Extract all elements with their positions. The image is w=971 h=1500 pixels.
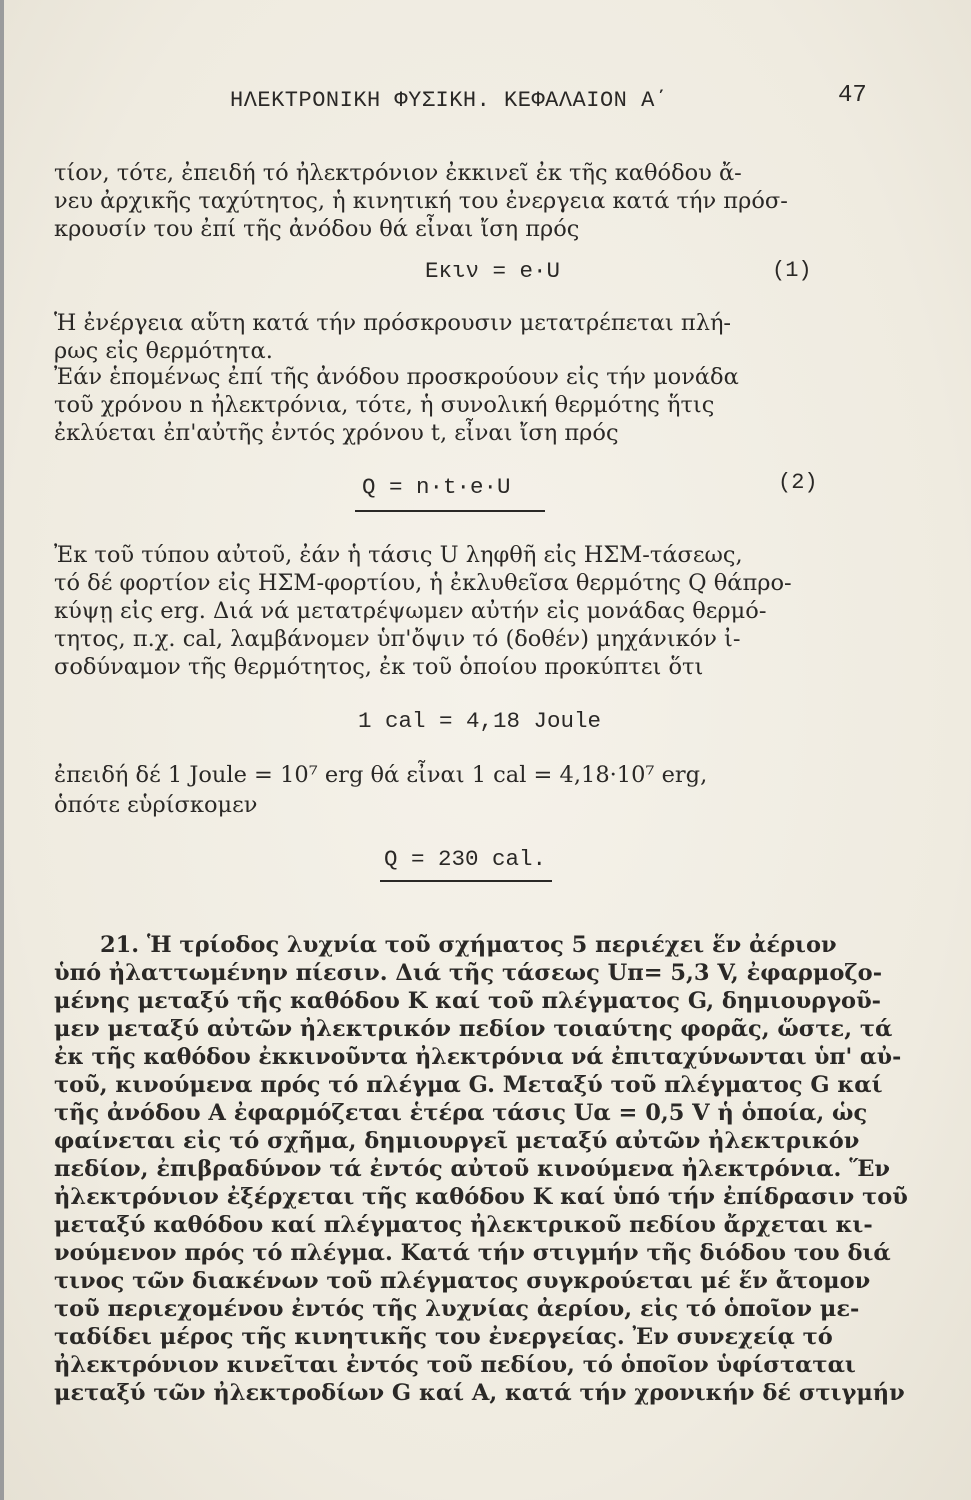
running-title: ΗΛΕΚΤΡΟΝΙΚΗ ΦΥΣΙΚΗ. ΚΕΦΑΛΑΙΟΝ Α΄ — [230, 88, 669, 113]
text-line: ὁπότε εὑρίσκομεν — [54, 792, 258, 818]
equation-4-underline — [380, 880, 552, 882]
equation-2-number: (2) — [778, 470, 818, 495]
text-line: τίον, τότε, ἐπειδή τό ἠλεκτρόνιον ἐκκινεῖ ἐκ τῆς καθόδου ἄ- — [54, 160, 742, 186]
equation-1: Eκιν = e·U — [425, 258, 561, 284]
text-line: ἐκλύεται ἐπ'αὐτῆς ἐντός χρόνου t, εἶναι ἴση πρός — [54, 420, 619, 446]
equation-1-number: (1) — [772, 258, 812, 283]
text-line: τό δέ φορτίον εἰς ΗΣΜ-φορτίου, ἡ ἐκλυθεῖσα θερμότης Q θάπρο- — [54, 570, 792, 596]
text-line: σοδύναμον τῆς θερμότητος, ἐκ τοῦ ὁποίου προκύπτει ὅτι — [54, 654, 704, 680]
text-line: Ἡ ἐνέργεια αὕτη κατά τήν πρόσκρουσιν μετατρέπεται πλή- — [54, 310, 732, 336]
equation-3: 1 cal = 4,18 Joule — [358, 708, 602, 734]
text-line: τοῦ χρόνου n ἠλεκτρόνια, τότε, ἡ συνολική θερμότης ἥτις — [54, 392, 715, 418]
problem-21-line: ἐκ τῆς καθόδου ἐκκινοῦντα ἠλεκτρόνια νά ἐπιταχύνωνται ὑπ' αὐ- — [54, 1044, 902, 1070]
problem-21-line: τινος τῶν διακένων τοῦ πλέγματος συγκρούεται μέ ἕν ἄτομον — [54, 1268, 871, 1294]
problem-21-line: ἠλεκτρόνιον ἐξέρχεται τῆς καθόδου Κ καί ὑπό τήν ἐπίδρασιν τοῦ — [54, 1184, 908, 1210]
problem-21-line: τοῦ περιεχομένου ἐντός τῆς λυχνίας ἀερίου, εἰς τό ὁποῖον με- — [54, 1296, 860, 1322]
page-edge — [0, 0, 4, 1500]
text-line: Ἐάν ἑπομένως ἐπί τῆς ἀνόδου προσκρούουν εἰς τήν μονάδα — [54, 364, 739, 390]
equation-2: Q = n·t·e·U — [362, 474, 511, 500]
problem-21-line: ταδίδει μέρος τῆς κινητικῆς του ἐνεργείας. Ἐν συνεχείᾳ τό — [54, 1324, 833, 1350]
problem-21-line: μεταξύ τῶν ἠλεκτροδίων G καί Α, κατά τήν χρονικήν δέ στιγμήν — [54, 1380, 905, 1406]
text-line: ρως εἰς θερμότητα. — [54, 338, 273, 364]
problem-21-line: πεδίον, ἐπιβραδύνον τά ἐντός αὐτοῦ κινούμενα ἠλεκτρόνια. Ἕν — [54, 1156, 890, 1182]
text-line: ἐπειδή δέ 1 Joule = 10⁷ erg θά εἶναι 1 cal = 4,18·10⁷ erg, — [54, 762, 708, 788]
page-number: 47 — [838, 82, 867, 109]
text-line: τητος, π.χ. cal, λαμβάνομεν ὑπ'ὄψιν τό (δοθέν) μηχάνικόν ἰ- — [54, 626, 741, 652]
equation-4: Q = 230 cal. — [384, 846, 547, 872]
problem-21-line: τοῦ, κινούμενα πρός τό πλέγμα G. Μεταξύ τοῦ πλέγματος G καί — [54, 1072, 883, 1098]
problem-21-line: ἠλεκτρόνιον κινεῖται ἐντός τοῦ πεδίου, τό ὁποῖον ὑφίσταται — [54, 1352, 856, 1378]
text-line: κύψῃ εἰς erg. Διά νά μετατρέψωμεν αὐτήν εἰς μονάδας θερμό- — [54, 598, 767, 624]
problem-21-line: ὑπό ἠλαττωμένην πίεσιν. Διά τῆς τάσεως Uπ= 5,3 V, ἐφαρμοζο- — [54, 960, 883, 986]
problem-21-line: μεταξύ καθόδου καί πλέγματος ἠλεκτρικοῦ πεδίου ἄρχεται κι- — [54, 1212, 873, 1238]
problem-21-line: τῆς ἀνόδου Α ἐφαρμόζεται ἑτέρα τάσις Uα = 0,5 V ἡ ὁποία, ὡς — [54, 1100, 868, 1126]
problem-21-line: φαίνεται εἰς τό σχῆμα, δημιουργεῖ μεταξύ αὐτῶν ἠλεκτρικόν — [54, 1128, 860, 1154]
problem-21-line: μεν μεταξύ αὐτῶν ἠλεκτρικόν πεδίον τοιαύτης φορᾶς, ὥστε, τά — [54, 1016, 893, 1042]
text-line: Ἐκ τοῦ τύπου αὐτοῦ, ἐάν ἡ τάσις U ληφθῆ εἰς ΗΣΜ-τάσεως, — [54, 542, 743, 568]
equation-2-underline — [355, 510, 545, 512]
problem-21-line: νούμενον πρός τό πλέγμα. Κατά τήν στιγμήν τῆς διόδου του διά — [54, 1240, 891, 1266]
text-line: νευ ἀρχικῆς ταχύτητος, ἡ κινητική του ἐνεργεια κατά τήν πρόσ- — [54, 188, 788, 214]
text-line: κρουσίν του ἐπί τῆς ἀνόδου θά εἶναι ἴση πρός — [54, 216, 580, 242]
problem-21-line: 21. Ἡ τρίοδος λυχνία τοῦ σχήματος 5 περιέχει ἕν ἀέριον — [100, 932, 837, 958]
problem-21-line: μένης μεταξύ τῆς καθόδου Κ καί τοῦ πλέγματος G, δημιουργοῦ- — [54, 988, 882, 1014]
